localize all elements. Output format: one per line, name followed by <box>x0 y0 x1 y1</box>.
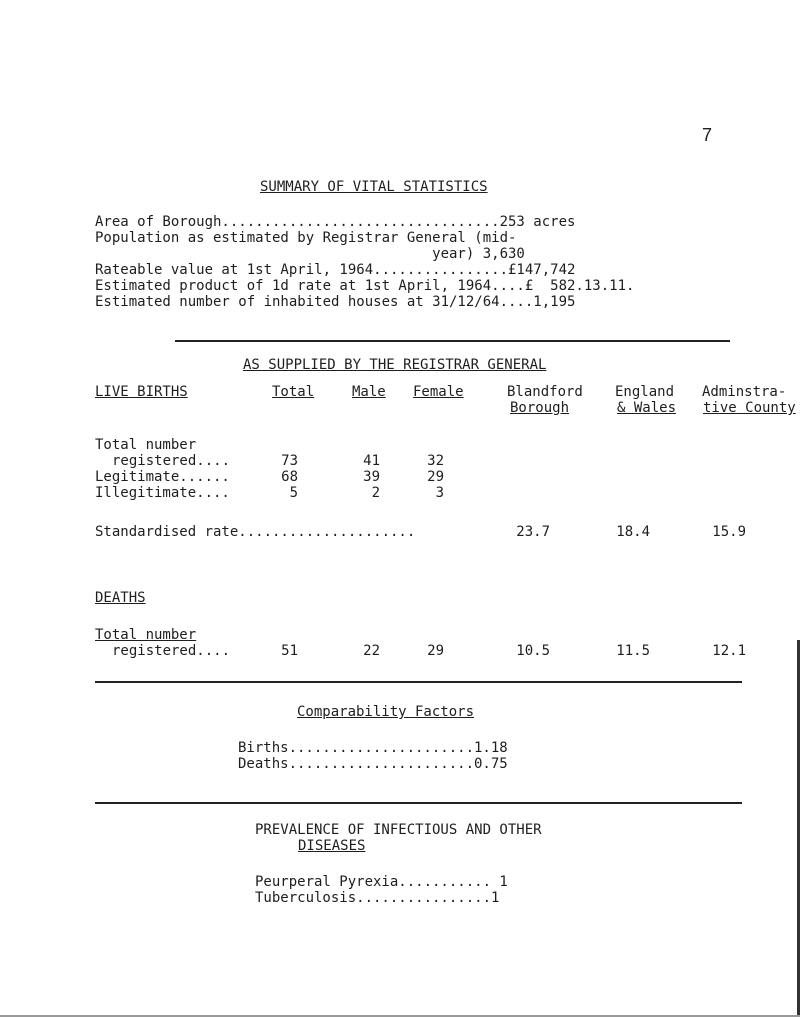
registrar-heading: AS SUPPLIED BY THE REGISTRAR GENERAL <box>243 357 547 373</box>
infectious-heading-2: DISEASES <box>298 838 366 854</box>
divider <box>175 340 730 342</box>
deaths-male-value: 22 <box>363 643 380 659</box>
header-live-births: LIVE BIRTHS <box>95 384 188 400</box>
row-label: Illegitimate.... <box>95 485 230 501</box>
header-total: Total <box>272 384 315 400</box>
comparability-births: Births......................1.18 <box>238 740 508 756</box>
standardised-county: 15.9 <box>712 524 746 540</box>
summary-line-rateable: Rateable value at 1st April, 1964................£147,742 <box>95 262 576 278</box>
deaths-england-value: 11.5 <box>616 643 650 659</box>
list-item: Tuberculosis................1 <box>255 890 500 906</box>
deaths-female-value: 29 <box>427 643 444 659</box>
legitimate-total-value: 68 <box>281 469 298 485</box>
header-england: England <box>615 384 675 400</box>
legitimate-male-value: 39 <box>363 469 380 485</box>
births-female-value: 32 <box>427 453 444 469</box>
summary-line-rate-product: Estimated product of 1d rate at 1st April, 1964....£ 582.13.11. <box>95 278 635 294</box>
standardised-england: 18.4 <box>616 524 650 540</box>
row-label: Legitimate...... <box>95 469 230 485</box>
deaths-label-2: registered.... <box>112 643 231 659</box>
illegitimate-female-value: 3 <box>435 485 444 501</box>
deaths-label: Total number <box>95 627 197 643</box>
header-male: Male <box>352 384 386 400</box>
summary-line-area: Area of Borough.................................253 acres <box>95 214 576 230</box>
illegitimate-total-value: 5 <box>289 485 298 501</box>
comparability-deaths: Deaths......................0.75 <box>238 756 508 772</box>
deaths-heading: DEATHS <box>95 590 146 606</box>
births-total-value: 73 <box>281 453 298 469</box>
illegitimate-male-value: 2 <box>371 485 380 501</box>
list-item: Peurperal Pyrexia........... 1 <box>255 874 508 890</box>
births-total-label-2: registered.... <box>112 453 231 469</box>
header-blandford: Blandford <box>507 384 583 400</box>
divider <box>95 802 742 804</box>
page-number: 7 <box>702 125 713 145</box>
births-total-label: Total number <box>95 437 197 453</box>
summary-line-population: Population as estimated by Registrar General (mid- <box>95 230 517 246</box>
header-admin: Adminstra- <box>702 384 787 400</box>
header-borough: Borough <box>510 400 570 416</box>
header-county: tive County <box>703 400 796 416</box>
header-female: Female <box>413 384 464 400</box>
summary-line-houses: Estimated number of inhabited houses at 31/12/64....1,195 <box>95 294 576 310</box>
summary-line-population-cont: year) 3,630 <box>95 246 525 262</box>
standardised-borough: 23.7 <box>516 524 550 540</box>
header-wales: & Wales <box>617 400 677 416</box>
standardised-rate-label: Standardised rate..................... <box>95 524 416 540</box>
deaths-borough-value: 10.5 <box>516 643 550 659</box>
comparability-heading: Comparability Factors <box>297 704 475 720</box>
legitimate-female-value: 29 <box>427 469 444 485</box>
deaths-total-value: 51 <box>281 643 298 659</box>
deaths-county-value: 12.1 <box>712 643 746 659</box>
infectious-heading: PREVALENCE OF INFECTIOUS AND OTHER <box>255 822 542 838</box>
page-title: SUMMARY OF VITAL STATISTICS <box>260 179 488 195</box>
divider <box>95 681 742 683</box>
births-male-value: 41 <box>363 453 380 469</box>
